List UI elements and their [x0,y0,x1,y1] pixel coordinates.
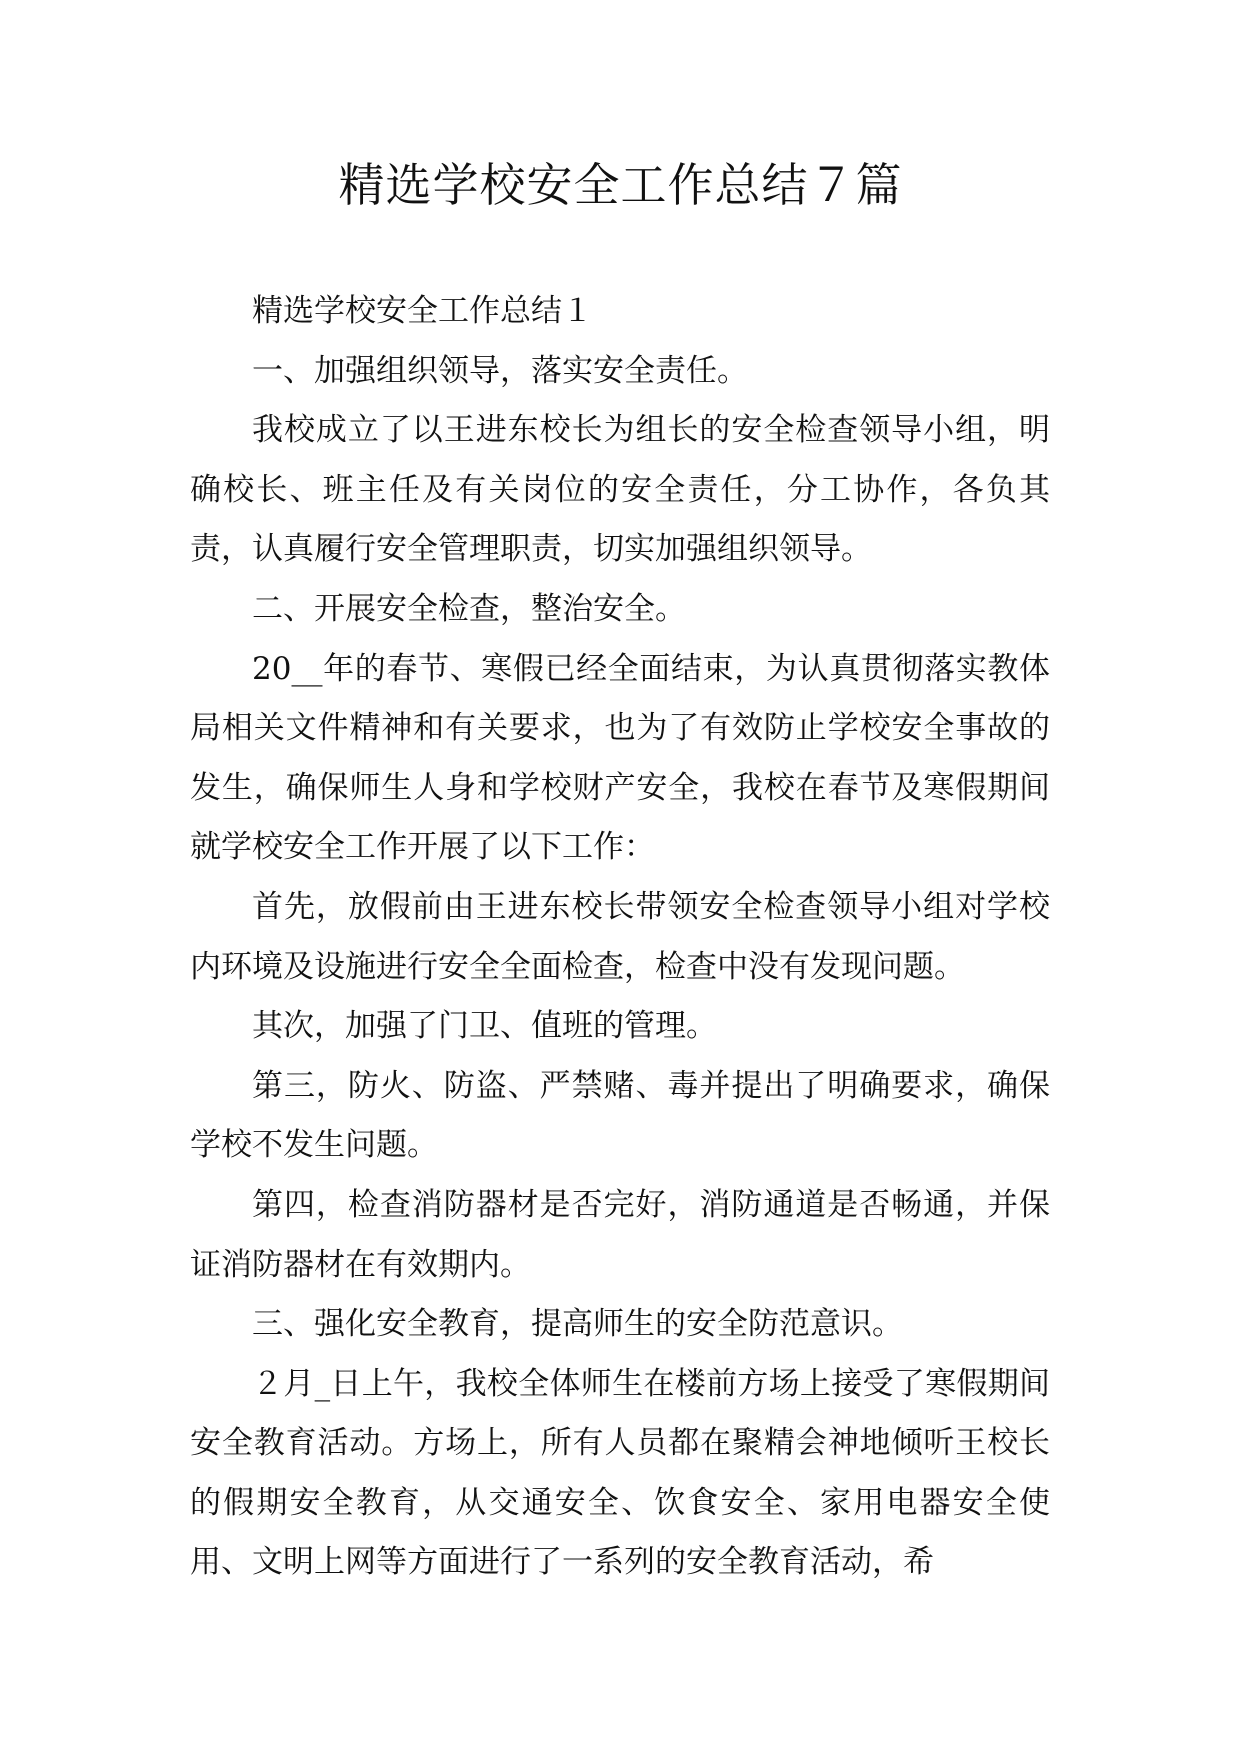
paragraph: ２月_日上午，我校全体师生在楼前方场上接受了寒假期间安全教育活动。方场上，所有人员都在聚精会神地倾听王校长的假期安全教育，从交通安全、饮食安全、家用电器安全使用、文明上网等方面进行了一系列的安全教育活动，希 [190,1365,1050,1581]
paragraph: 我校成立了以王进东校长为组长的安全检查领导小组，明确校长、班主任及有关岗位的安全责任，分工协作，各负其责，认真履行安全管理职责，切实加强组织领导。 [190,412,1050,568]
paragraph: 第三，防火、防盗、严禁赌、毒并提出了明确要求，确保学校不发生问题。 [190,1067,1050,1164]
paragraph-heading-1: 一、加强组织领导，落实安全责任。 [252,352,748,389]
paragraph-section-heading: 精选学校安全工作总结１ [252,293,593,329]
paragraph: 其次，加强了门卫、值班的管理。 [252,1008,717,1045]
document-title: 精选学校安全工作总结７篇 [338,158,903,212]
paragraph: 20__年的春节、寒假已经全面结束，为认真贯彻落实教体局相关文件精神和有关要求，也为了有效防止学校安全事故的发生，确保师生人身和学校财产安全，我校在春节及寒假期间就学校安全工作开展了以下工作： [190,650,1050,866]
paragraph: 第四，检查消防器材是否完好，消防通道是否畅通，并保证消防器材在有效期内。 [190,1186,1050,1283]
paragraph: 首先，放假前由王进东校长带领安全检查领导小组对学校内环境及设施进行安全全面检查，检查中没有发现问题。 [190,888,1050,985]
paragraph-heading-2: 二、开展安全检查，整治安全。 [252,590,686,627]
paragraph-heading-3: 三、强化安全教育，提高师生的安全防范意识。 [252,1306,903,1343]
document-body [190,282,1050,1593]
